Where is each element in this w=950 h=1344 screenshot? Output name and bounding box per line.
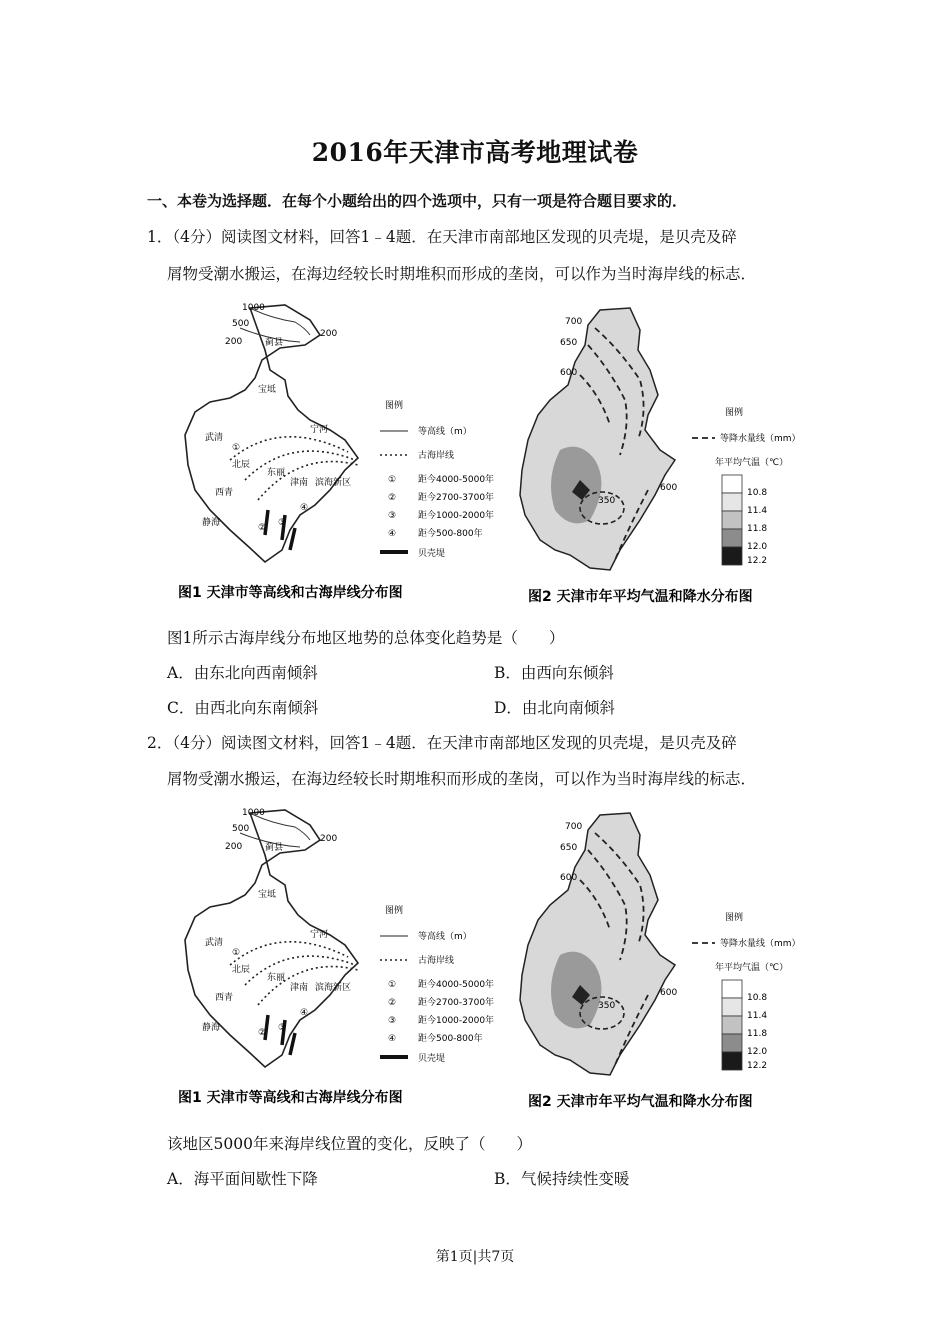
- contour-label: 500: [232, 319, 250, 329]
- figure1-caption: 图1 天津市等高线和古海岸线分布图: [178, 585, 403, 601]
- legend-item: 距今2700-3700年: [418, 998, 495, 1008]
- map2-outline: [520, 308, 678, 570]
- ring-number: ③: [278, 1023, 287, 1033]
- legend-item: ①: [388, 980, 397, 990]
- legend-item: 距今1000-2000年: [418, 511, 495, 521]
- temp-swatch: [722, 475, 742, 493]
- ring-number: ②: [258, 1028, 267, 1038]
- option-1d: D．由北向南倾斜: [494, 699, 615, 717]
- isohyet-label: 700: [565, 317, 583, 327]
- place-label: 北辰: [232, 460, 251, 470]
- legend-item: ③: [388, 1016, 397, 1026]
- legend-item: 贝壳堤: [418, 549, 446, 559]
- legend-item: 古海岸线: [418, 451, 455, 461]
- place-label: 西青: [215, 993, 234, 1003]
- place-label: 宝坻: [258, 385, 277, 395]
- temp-swatch: [722, 980, 742, 998]
- legend-item: ③: [388, 511, 397, 521]
- figure-svg-1: [170, 300, 830, 610]
- legend-item: 距今1000-2000年: [418, 1016, 495, 1026]
- legend-item: 距今4000-5000年: [418, 475, 495, 485]
- option-2a: A．海平面间歇性下降: [167, 1170, 318, 1188]
- contour-label: 1000: [242, 808, 265, 818]
- question-1-line1: 1．（4分）阅读图文材料，回答1﹣4题．在天津市南部地区发现的贝壳堤，是贝壳及碎: [147, 228, 737, 246]
- temp-scale-label: 11.4: [747, 506, 768, 516]
- legend-item: ②: [388, 998, 397, 1008]
- legend-item: 距今2700-3700年: [418, 493, 495, 503]
- ring-number: ③: [278, 518, 287, 528]
- legend-item: 距今500-800年: [418, 1034, 483, 1044]
- isohyet-label: 650: [560, 843, 578, 853]
- temp-scale-label: 11.4: [747, 1011, 768, 1021]
- legend-item: ①: [388, 475, 397, 485]
- temp-scale-label: 12.2: [747, 556, 768, 566]
- legend1-title: 图例: [385, 401, 404, 411]
- legend1-title: 图例: [385, 906, 404, 916]
- legend-item: ④: [388, 529, 397, 539]
- temp-swatch: [722, 493, 742, 511]
- place-label: 宝坻: [258, 890, 277, 900]
- question-2-line1: 2．（4分）阅读图文材料，回答1﹣4题．在天津市南部地区发现的贝壳堤，是贝壳及碎: [147, 734, 737, 752]
- legend-item: 距今4000-5000年: [418, 980, 495, 990]
- place-label: 津南: [290, 478, 309, 488]
- figure-svg-2: [170, 805, 830, 1115]
- legend-item: ④: [388, 1034, 397, 1044]
- contour-label: 500: [232, 824, 250, 834]
- temp-scale-label: 12.2: [747, 1061, 768, 1071]
- temp-swatch: [722, 1016, 742, 1034]
- option-1a: A．由东北向西南倾斜: [167, 664, 318, 682]
- place-label: 宁河: [310, 425, 329, 435]
- ring-number: ①: [232, 948, 241, 958]
- option-1c: C．由西北向东南倾斜: [167, 699, 319, 717]
- place-label: 静海: [202, 1023, 221, 1033]
- legend-item: 年平均气温（℃）: [715, 458, 789, 468]
- page-footer: 第1页|共7页: [435, 1249, 515, 1265]
- question-1-stem: 图1所示古海岸线分布地区地势的总体变化趋势是（ ）: [167, 629, 565, 647]
- place-label: 滨海新区: [315, 983, 352, 993]
- contour-label: 200: [320, 329, 338, 339]
- place-label: 北辰: [232, 965, 251, 975]
- ring-number: ④: [300, 1008, 309, 1018]
- figure1-caption: 图1 天津市等高线和古海岸线分布图: [178, 1090, 403, 1106]
- isohyet-label: 350: [598, 1001, 616, 1011]
- temp-scale-label: 12.0: [747, 542, 768, 552]
- question-2-stem: 该地区5000年来海岸线位置的变化，反映了（ ）: [167, 1135, 532, 1153]
- legend-item: 等降水量线（mm）: [720, 434, 801, 444]
- temp-scale-label: 10.8: [747, 993, 768, 1003]
- contour-label: 1000: [242, 303, 265, 313]
- map2-outline: [520, 813, 678, 1075]
- temp-swatch: [722, 1034, 742, 1052]
- temp-swatch: [722, 529, 742, 547]
- isohyet-label: 600: [560, 368, 578, 378]
- legend-item: 年平均气温（℃）: [715, 963, 789, 973]
- ring-number: ②: [258, 523, 267, 533]
- question-2-line2: 屑物受潮水搬运，在海边经较长时期堆积而形成的垄岗，可以作为当时海岸线的标志．: [167, 770, 757, 788]
- place-label: 蓟县: [265, 338, 284, 348]
- place-label: 武清: [205, 433, 224, 443]
- legend-item: 贝壳堤: [418, 1054, 446, 1064]
- isohyet-label: 700: [565, 822, 583, 832]
- page-title: 2016年天津市高考地理试卷: [311, 138, 639, 167]
- temp-scale-label: 11.8: [747, 524, 768, 534]
- contour-label: 200: [225, 337, 243, 347]
- place-label: 西青: [215, 488, 234, 498]
- ring-number: ④: [300, 503, 309, 513]
- temp-swatch: [722, 511, 742, 529]
- legend-item: 等高线（m）: [418, 427, 472, 437]
- legend2-title: 图例: [725, 913, 744, 923]
- figure-maps-1: [170, 300, 830, 610]
- place-label: 宁河: [310, 930, 329, 940]
- place-label: 滨海新区: [315, 478, 352, 488]
- temp-scale-label: 11.8: [747, 1029, 768, 1039]
- isohyet-label: 350: [598, 496, 616, 506]
- temp-swatch: [722, 1052, 742, 1070]
- ring-number: ①: [232, 443, 241, 453]
- place-label: 武清: [205, 938, 224, 948]
- temp-swatch: [722, 998, 742, 1016]
- temp-scale-label: 12.0: [747, 1047, 768, 1057]
- legend-item: 等高线（m）: [418, 932, 472, 942]
- contour-label: 200: [320, 834, 338, 844]
- place-label: 蓟县: [265, 843, 284, 853]
- legend2-title: 图例: [725, 408, 744, 418]
- temp-swatch: [722, 547, 742, 565]
- section-heading: 一、本卷为选择题．在每个小题给出的四个选项中，只有一项是符合题目要求的．: [147, 192, 688, 210]
- isohyet-label: 600: [660, 483, 678, 493]
- legend-item: 距今500-800年: [418, 529, 483, 539]
- legend-item: ②: [388, 493, 397, 503]
- isohyet-label: 650: [560, 338, 578, 348]
- isohyet-label: 600: [660, 988, 678, 998]
- question-1-line2: 屑物受潮水搬运，在海边经较长时期堆积而形成的垄岗，可以作为当时海岸线的标志．: [167, 265, 757, 283]
- contour-label: 200: [225, 842, 243, 852]
- temp-scale-label: 10.8: [747, 488, 768, 498]
- figure2-caption: 图2 天津市年平均气温和降水分布图: [528, 1094, 753, 1110]
- figure2-caption: 图2 天津市年平均气温和降水分布图: [528, 589, 753, 605]
- place-label: 东丽: [267, 468, 286, 478]
- isohyet-label: 600: [560, 873, 578, 883]
- place-label: 静海: [202, 518, 221, 528]
- place-label: 东丽: [267, 973, 286, 983]
- place-label: 津南: [290, 983, 309, 993]
- legend-item: 古海岸线: [418, 956, 455, 966]
- legend-item: 等降水量线（mm）: [720, 939, 801, 949]
- figure-maps-2: [170, 805, 830, 1115]
- option-2b: B．气候持续性变暖: [494, 1170, 630, 1188]
- option-1b: B．由西向东倾斜: [494, 664, 614, 682]
